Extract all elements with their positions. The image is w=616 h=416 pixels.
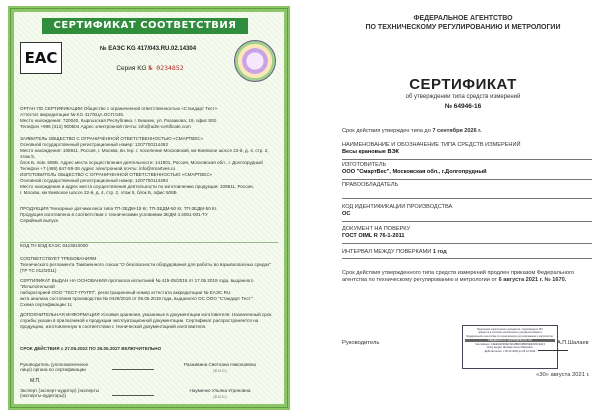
section-line: г. Москва, км Киевское шоссе 22-й, д. 4, стр. 2, этаж 5, блок Б, офис 506Б (20, 190, 177, 195)
manufacturer-value: ООО "СмартВес", Московская обл., г.Долгопрудный (342, 169, 487, 175)
stamp-detail: Кому выдан: Шалаев Антон Павлович (487, 346, 533, 350)
electronic-signature-stamp (462, 325, 558, 369)
section-line: ОРГАН ПО СЕРТИФИКАЦИИ Общество с ограниченной ответственностью «Стандарт Тест» (20, 106, 218, 111)
agency-line: ФЕДЕРАЛЬНОЕ АГЕНТСТВО (413, 15, 513, 22)
signature-line (112, 386, 154, 396)
section-line: ДОПОЛНИТЕЛЬНАЯ ИНФОРМАЦИЯ Условия хранения, указанные в документации изготовителя. Назначенный срок (20, 312, 272, 317)
section-line: Телефон +996 (312) 900604 Адрес электронной почты: info@adm-certificate.com (20, 124, 191, 129)
stamp-line: хранится в системе электронного документооборота (478, 331, 542, 335)
production-code-value: ОС (342, 211, 351, 217)
signature-expert (20, 388, 278, 398)
certificate-subtitle: об утверждении типа средств измерений (405, 94, 521, 100)
section-certification-body (20, 106, 278, 130)
eac-certificate-number: № ЕАЭС KG 417/043.RU.02.14304 (99, 46, 197, 52)
verification-doc-field (342, 226, 602, 240)
production-code-field (342, 204, 602, 218)
holder-field (342, 182, 602, 189)
stamp-highlight: СВЕДЕНИЯ О СЕРТИФИКАТЕ ЭП (465, 339, 555, 342)
section-line: Телефон +7 (495) 647-59-36 Адрес электронной почты: info@smartves.ru (20, 166, 176, 171)
validity-value: 7 сентября 2026 г. (432, 128, 482, 134)
validity-label: Срок действия утвержден типа до (342, 128, 431, 134)
holder-label: ПРАВООБЛАДАТЕЛЬ (342, 182, 399, 188)
section-line: блок Б, пом. 506Б. Адрес места осуществления деятельности: 141801, Россия, Московская обл., г. Долгопрудный (20, 160, 263, 165)
signature-caption: (Ф.И.О.) (213, 395, 227, 399)
section-line: Схема сертификации 1с (20, 302, 72, 307)
validity-field (342, 128, 602, 135)
signer-role: Руководитель (342, 340, 380, 346)
section-product (20, 206, 278, 224)
signature-role: Эксперт (эксперт-аудитор) (эксперты (эксперты-аудиторы)) (20, 388, 99, 398)
agency-header (318, 14, 608, 32)
section-line: Технического регламента Таможенного союза "О безопасности оборудования для работы во взрывоопасных средах" (ТР ТС 012/2011) (20, 262, 272, 273)
extension-date: 6 августа 2021 г. № 1670. (498, 277, 567, 283)
section-line: Продукция изготовлена в соответствии с техническими условиями ЗЕДМ 4.4081-001-ТУ (20, 212, 208, 217)
divider (342, 179, 592, 180)
section-manufacturer (20, 172, 278, 196)
production-code-label: КОД ИДЕНТИФИКАЦИИ ПРОИЗВОДСТВА (342, 204, 453, 210)
certificate-number: № 64946-16 (444, 103, 482, 110)
eac-logo-icon: EAC (20, 42, 62, 74)
section-line: лабораторией ООО "ТЕСТ-ГРУПП", регистрационный номер аттестата аккредитации № ЕАЭС RU. (20, 290, 232, 295)
stamp-line: Подлинник электронного документа, подписанного ЭП, (476, 328, 544, 331)
section-line: акта анализа состояния производства № 0429/2019 от 05.05.2019 года, выданного ОС ООО "Стандарт Тест". (20, 296, 254, 301)
eac-series (90, 64, 210, 72)
eac-certificate-title: СЕРТИФИКАТ СООТВЕТСТВИЯ (42, 18, 248, 34)
extension-text: Срок действия утвержденного типа средств измерений продлен приказом Федерального агентства по техническому регулированию и метрологии от (342, 270, 575, 283)
stamp-line: Федерального агентства по техническому регулированию и метрологии. (466, 334, 554, 338)
agency-line: ПО ТЕХНИЧЕСКОМУ РЕГУЛИРОВАНИЮ И МЕТРОЛОГИИ (365, 24, 561, 31)
section-requirements (20, 256, 278, 274)
type-name-label: НАИМЕНОВАНИЕ И ОБОЗНАЧЕНИЕ ТИПА СРЕДСТВ ИЗМЕРЕНИЙ (342, 142, 521, 148)
section-line: службы указан в прилагаемой к продукции эксплуатационной документации. Сертификат распространяется на (20, 318, 259, 323)
section-line: СЕРТИФИКАТ ВЫДАН НА ОСНОВАНИИ протокола испытаний № 415-05/2015 от 17.05.2019 года, выданного "Испытательной (20, 278, 254, 289)
eac-certificate (8, 6, 290, 410)
divider (342, 198, 592, 199)
certificate-title: СЕРТИФИКАТ (409, 76, 517, 93)
eac-validity: СРОК ДЕЙСТВИЯ с 27.05.2022 ПО 26.05.2027 ВКЛЮЧИТЕЛЬНО (20, 346, 162, 351)
section-applicant (20, 136, 278, 172)
signature-role: Руководитель (уполномоченное лицо) органа по сертификации (20, 362, 89, 372)
section-line: Серийный выпуск (20, 218, 59, 223)
divider (342, 221, 592, 222)
verification-doc-label: ДОКУМЕНТ НА ПОВЕРКУ (342, 226, 411, 232)
stamp-place-label: М.П. (30, 378, 41, 384)
eac-series-label: Серия KG (116, 65, 147, 72)
divider (342, 159, 592, 160)
eac-series-number: № 0234852 (148, 64, 184, 72)
stamp-detail: Сертификат: 01EE3A0000E7ADA8B2D4B0F0E94D3C2A13 (475, 343, 545, 347)
signature-head (20, 362, 278, 372)
signer-name: А.П.Шалаев (557, 340, 589, 346)
type-name-field (342, 142, 602, 156)
type-approval-certificate (318, 6, 608, 410)
eac-certificate-body (20, 16, 278, 400)
section-line: ИЗГОТОВИТЕЛЬ ОБЩЕСТВО С ОГРАНИЧЕННОЙ ОТВЕТСТВЕННОСТЬЮ «СМАРТВЕС» (20, 172, 213, 177)
section-line: ЗАЯВИТЕЛЬ ОБЩЕСТВО С ОГРАНИЧЕННОЙ ОТВЕТСТВЕННОСТЬЮ «СМАРТВЕС» (20, 136, 204, 141)
section-line: Место нахождения и адрес места осуществления деятельности по изготовлению продукции: 108811, Россия, (20, 184, 254, 189)
section-line: Место нахождения: 720040, Кыргызская Республика, г. Бишкек, ул. Раззакова, 19, офис 502. (20, 118, 218, 123)
signature-name: Разживина Светлана Николаевна (184, 362, 256, 367)
section-line: Основной государственный регистрационный номер: 1207700114493 (20, 178, 168, 183)
signature-name: Науменко Ульяна Угриновна (189, 388, 251, 393)
stamp-detail: Действителен: с 06.12.2020 до 06.12.2022 (484, 349, 536, 353)
issue-date: «30» августа 2021 г. (536, 372, 590, 378)
manufacturer-label: ИЗГОТОВИТЕЛЬ (342, 162, 387, 168)
section-line: Аттестат аккредитации № KG 417/КЦА.ОСП.045. (20, 112, 125, 117)
hologram-seal-icon (234, 40, 276, 82)
section-line: ПРОДУКЦИЯ Тензорные датчики веса типа ТП-ЗЕДМ-15 Кг, ТП-ЗЕДМ-50 Кг, ТП-ЗЕДМ-50 Кг. (20, 206, 218, 211)
type-name-value: Весы крановые ВЭК (342, 149, 399, 155)
divider (342, 243, 592, 244)
manufacturer-field (342, 162, 602, 176)
section-line: Основной государственный регистрационный номер: 1207700114493 (20, 142, 168, 147)
signature-line (112, 360, 154, 370)
section-line: СООТВЕТСТВУЕТ ТРЕБОВАНИЯМ (20, 256, 97, 261)
extension-note (342, 270, 590, 284)
signature-caption: (Ф.И.О.) (213, 369, 227, 373)
divider (342, 258, 592, 259)
section-line: Место нахождения: 108811, Россия, г. Москва, вн.тер. г. поселение Московский, км Киевское шоссе 22-й, д. 4, стр. 2, этаж 5, (20, 148, 269, 159)
verification-interval-label: ИНТЕРВАЛ МЕЖДУ ПОВЕРКАМИ (342, 249, 432, 255)
verification-interval-value: 1 год (432, 249, 447, 255)
section-customs-code (20, 242, 278, 249)
verification-doc-value: ГОСТ OIML R 76-1-2011 (342, 233, 405, 239)
section-issued-basis (20, 278, 278, 308)
section-line: КОД ТН ВЭД ЕАЭС 8423810000 (20, 243, 88, 248)
signature-line (538, 350, 568, 351)
section-line: продукцию, изготовленную в соответствии с технической документацией изготовителя. (20, 324, 207, 329)
verification-interval-field (342, 249, 602, 256)
section-additional-info (20, 312, 278, 330)
